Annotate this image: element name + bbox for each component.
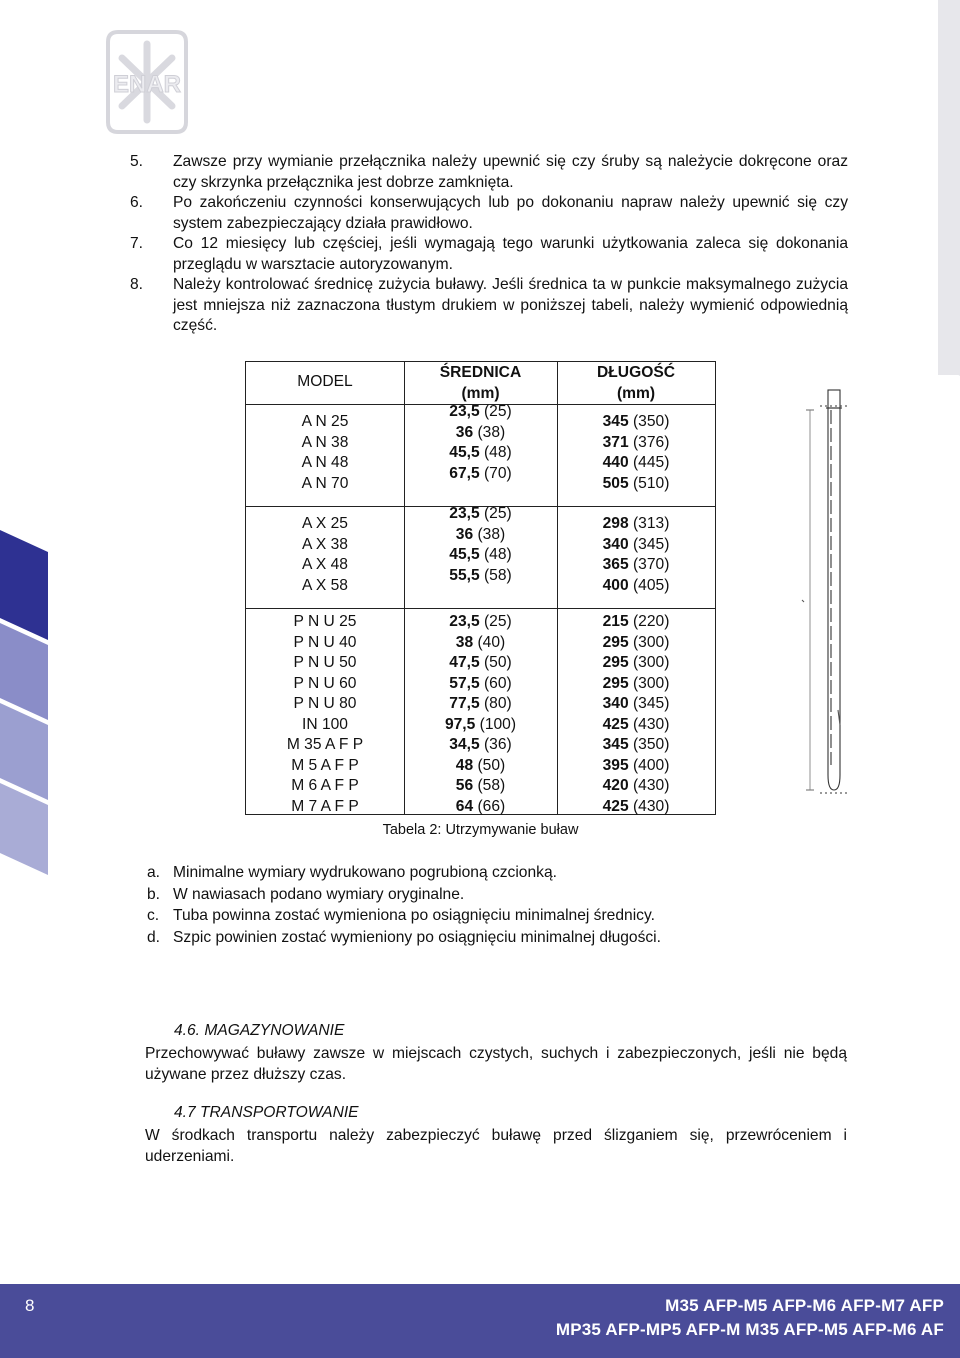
table-cell-diameter	[404, 715, 557, 736]
company-logo	[100, 28, 194, 136]
diameter-min: 47,5	[449, 654, 480, 672]
table-cell-length	[557, 412, 715, 433]
table-cell-model: M 7 A F P	[291, 797, 359, 815]
note-item	[147, 884, 661, 906]
table-cell-diameter	[404, 443, 557, 464]
length-min: 215	[602, 613, 629, 630]
table-cell-length	[557, 776, 715, 797]
note-item	[147, 862, 661, 884]
table-cell-model: P N U 50	[293, 654, 357, 672]
length-original: (313)	[632, 515, 670, 532]
length-min: 340	[602, 535, 629, 553]
table-cell-model: IN 100	[302, 716, 348, 733]
note-letter: b.	[147, 885, 161, 903]
table-cell-model: P N U 80	[293, 695, 357, 713]
diameter-min: 97,5	[444, 716, 476, 733]
table-notes	[147, 862, 661, 948]
diameter-original: (100)	[479, 716, 517, 733]
length-min: 505	[602, 474, 629, 492]
note-text: W nawiasach podano wymiary oryginalne.	[173, 885, 465, 903]
table-cell-model: M 6 A F P	[291, 777, 359, 795]
diameter-min: 23,5	[449, 613, 480, 630]
table-cell-diameter	[404, 525, 557, 546]
transport-section-text: W środkach transportu należy zabezpieczyć buławę przed ślizganiem się, przewróceniem i uderzeniami.	[145, 1127, 847, 1165]
table-cell-model: A X 25	[302, 515, 348, 532]
table-cell-length	[557, 674, 715, 695]
diameter-original: (60)	[483, 674, 512, 692]
length-min: 345	[602, 413, 629, 430]
table-cell-diameter	[404, 423, 557, 444]
length-original: (350)	[632, 413, 670, 430]
table-cell-model: A N 48	[301, 454, 349, 472]
footer-models-line-2: MP35 AFP-MP5 AFP-M M35 AFP-M5 AFP-M6 AF	[555, 1320, 944, 1339]
diameter-min: 57,5	[449, 674, 480, 692]
diameter-min: 77,5	[449, 695, 480, 713]
table-cell-diameter	[404, 612, 557, 633]
note-item	[147, 927, 661, 949]
note-letter: a.	[147, 864, 161, 881]
list-item-number: 8.	[130, 276, 144, 293]
table-cell-diameter	[404, 402, 557, 423]
diameter-original: (25)	[483, 403, 512, 420]
table-cell-length	[557, 433, 715, 454]
diameter-min: 36	[455, 423, 474, 441]
table-cell-diameter	[404, 566, 557, 587]
diameter-original: (58)	[483, 566, 512, 584]
list-item-text: Co 12 miesięcy lub częściej, jeśli wymagają tego warunki użytkowania zaleca się dokonania przeglądu w warsztacie autoryzowanym.	[173, 235, 848, 273]
diameter-original: (36)	[483, 736, 512, 753]
diameter-original: (58)	[477, 777, 506, 795]
list-item-text: Należy kontrolować średnicę zużycia buławy. Jeśli średnica ta w punkcie maksymalnego zużycia jest mniejsza niż zaznaczona tłustym drukiem w poniższej tabeli, należy wymienić odpowiednią część.	[173, 276, 848, 334]
table-group-divider	[246, 608, 715, 609]
diameter-min: 67,5	[449, 464, 480, 482]
diameter-original: (50)	[477, 756, 506, 774]
length-min: 340	[602, 695, 629, 713]
svg-text:ENAR: ENAR	[112, 71, 182, 98]
list-item-number: 6.	[130, 194, 144, 211]
decorative-side-bar	[938, 0, 960, 375]
length-min: 395	[602, 756, 629, 774]
table-cell-diameter	[404, 694, 557, 715]
diameter-original: (80)	[483, 695, 512, 713]
length-original: (430)	[632, 777, 670, 795]
page-footer	[0, 1284, 960, 1358]
table-cell-length	[557, 694, 715, 715]
mace-drawing	[790, 380, 870, 800]
length-min: 345	[602, 736, 629, 753]
list-item	[130, 152, 848, 193]
diameter-min: 48	[455, 756, 474, 774]
length-min: 425	[602, 797, 629, 815]
note-text: Szpic powinien zostać wymieniony po osiągnięciu minimalnej długości.	[173, 928, 661, 946]
table-cell-model: A X 38	[302, 535, 348, 553]
table-cell-model: A N 25	[301, 413, 349, 430]
diameter-original: (38)	[477, 525, 506, 543]
note-text: Tuba powinna zostać wymieniona po osiągnięciu minimalnej średnicy.	[173, 907, 655, 925]
table-cell-length	[557, 555, 715, 576]
length-original: (300)	[632, 633, 670, 651]
table-cell-model: P N U 60	[293, 674, 357, 692]
diameter-min: 23,5	[449, 505, 480, 522]
table-cell-model: A X 48	[302, 556, 348, 574]
length-min: 295	[602, 674, 629, 692]
diameter-min: 45,5	[449, 444, 480, 462]
diameter-min: 38	[455, 633, 474, 651]
maintenance-table	[245, 361, 716, 815]
diameter-min: 34,5	[449, 736, 480, 753]
length-original: (370)	[632, 556, 670, 574]
diameter-original: (66)	[477, 797, 506, 815]
list-item-number: 5.	[130, 153, 144, 170]
length-original: (430)	[632, 797, 670, 815]
table-caption: Tabela 2: Utrzymywanie buław	[382, 822, 579, 838]
diameter-min: 36	[455, 525, 474, 543]
table-cell-model: P N U 40	[293, 633, 357, 651]
length-min: 400	[602, 576, 629, 594]
table-cell-length	[557, 715, 715, 736]
diameter-original: (48)	[483, 444, 512, 462]
length-original: (220)	[632, 613, 670, 630]
table-cell-model: A N 70	[301, 474, 349, 492]
note-item	[147, 905, 661, 927]
list-item	[130, 234, 848, 275]
note-letter: d.	[147, 928, 161, 946]
header-length: DŁUGOŚĆ	[597, 364, 675, 381]
note-letter: c.	[147, 907, 160, 925]
length-min: 425	[602, 716, 629, 733]
decorative-side-bar-tip	[938, 362, 960, 376]
list-item-text: Zawsze przy wymianie przełącznika należy upewnić się czy śruby są należycie dokręcone oraz czy skrzynka przełącznika jest dobrze zamknięta.	[173, 153, 848, 191]
storage-section-title: 4.6. MAGAZYNOWANIE	[174, 1022, 345, 1039]
diameter-original: (25)	[483, 613, 512, 630]
diameter-min: 56	[455, 777, 474, 795]
list-item	[130, 275, 848, 337]
header-length-unit: (mm)	[616, 385, 656, 402]
diameter-original: (40)	[477, 633, 506, 651]
table-cell-length	[557, 797, 715, 818]
length-original: (300)	[632, 654, 670, 672]
table-cell-model: M 35 A F P	[286, 736, 364, 753]
transport-section-title: 4.7 TRANSPORTOWANIE	[174, 1104, 359, 1121]
length-original: (350)	[632, 736, 670, 753]
diameter-original: (70)	[483, 464, 512, 482]
table-cell-length	[557, 653, 715, 674]
header-diameter: ŚREDNICA	[439, 364, 522, 381]
list-item	[130, 193, 848, 234]
diameter-min: 45,5	[449, 546, 480, 564]
length-original: (405)	[632, 576, 670, 594]
maintenance-instructions-list	[130, 152, 848, 337]
length-original: (345)	[632, 535, 670, 553]
diameter-original: (38)	[477, 423, 506, 441]
list-item-number: 7.	[130, 235, 144, 252]
storage-section-text: Przechowywać buławy zawsze w miejscach czystych, suchych i zabezpieczonych, jeśli nie będą używane przez dłuższy czas.	[145, 1045, 847, 1083]
table-cell-length	[557, 453, 715, 474]
table-cell-length	[557, 576, 715, 597]
length-min: 440	[602, 454, 629, 472]
diameter-min: 23,5	[449, 403, 480, 420]
table-cell-model: A X 58	[302, 576, 348, 594]
list-item-text: Po zakończeniu czynności konserwujących lub po dokonaniu napraw należy upewnić się czy system zabezpieczający działa prawidłowo.	[173, 194, 848, 232]
length-min: 365	[602, 556, 629, 574]
table-cell-diameter	[404, 674, 557, 695]
table-cell-diameter	[404, 504, 557, 525]
diameter-original: (25)	[483, 505, 512, 522]
length-original: (345)	[632, 695, 670, 713]
table-cell-length	[557, 633, 715, 654]
diameter-min: 55,5	[449, 566, 480, 584]
length-original: (510)	[632, 474, 670, 492]
table-cell-diameter	[404, 735, 557, 756]
length-original: (430)	[632, 716, 670, 733]
note-text: Minimalne wymiary wydrukowano pogrubioną czcionką.	[173, 864, 557, 881]
table-cell-diameter	[404, 756, 557, 777]
table-cell-model: M 5 A F P	[291, 756, 359, 774]
length-original: (376)	[632, 433, 670, 451]
table-cell-diameter	[404, 776, 557, 797]
table-cell-diameter	[404, 464, 557, 485]
length-original: (300)	[632, 674, 670, 692]
header-model: MODEL	[297, 373, 353, 390]
diameter-original: (50)	[483, 654, 512, 672]
table-cell-length	[557, 735, 715, 756]
table-cell-diameter	[404, 545, 557, 566]
length-original: (400)	[632, 756, 670, 774]
table-cell-length	[557, 535, 715, 556]
table-cell-model: P N U 25	[293, 613, 357, 630]
table-cell-length	[557, 756, 715, 777]
diameter-min: 64	[455, 797, 474, 815]
length-min: 295	[602, 654, 629, 672]
table-cell-diameter	[404, 633, 557, 654]
diameter-original: (48)	[483, 546, 512, 564]
table-cell-model: A N 38	[301, 433, 349, 451]
page-number: 8	[25, 1296, 35, 1315]
length-original: (445)	[632, 454, 670, 472]
length-min: 295	[602, 633, 629, 651]
table-cell-diameter	[404, 797, 557, 818]
table-cell-length	[557, 474, 715, 495]
table-cell-length	[557, 514, 715, 535]
length-min: 420	[602, 777, 629, 795]
length-min: 371	[602, 433, 629, 451]
header-diameter-unit: (mm)	[461, 385, 500, 402]
length-min: 298	[602, 515, 629, 532]
table-cell-length	[557, 612, 715, 633]
decorative-stripes	[0, 530, 52, 880]
footer-models-line-1: M35 AFP-M5 AFP-M6 AFP-M7 AFP	[665, 1296, 944, 1315]
table-cell-diameter	[404, 653, 557, 674]
